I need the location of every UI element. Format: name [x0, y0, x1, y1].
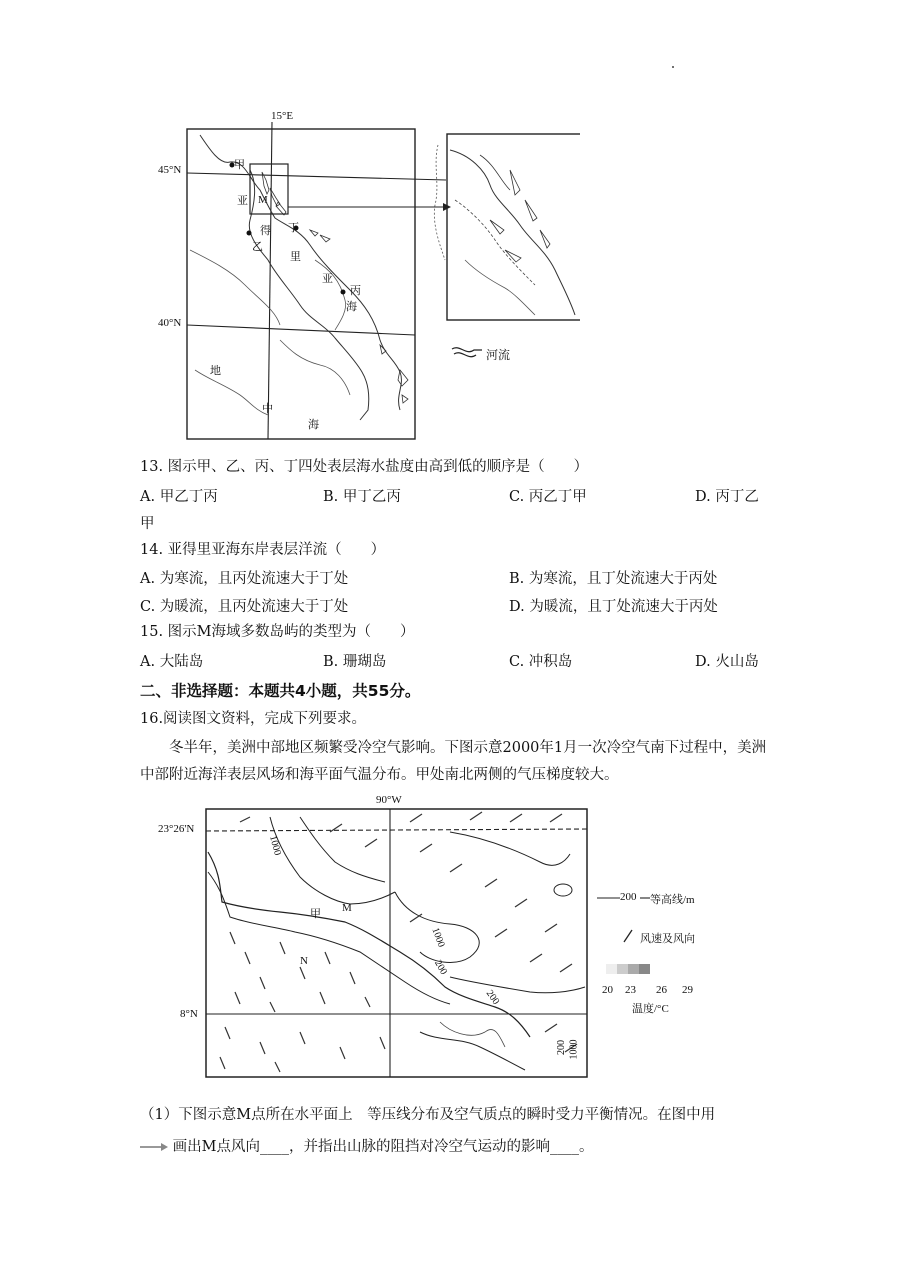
arrow-icon: [140, 1144, 168, 1150]
answer-blank-1[interactable]: ____: [259, 1139, 289, 1155]
label-di: 地: [210, 365, 221, 377]
legend-river-label: 河流: [486, 348, 511, 362]
q16-1-line1: （1）下图示意M点所在水平面上 等压线分布及空气质点的瞬时受力平衡情况。在图中用: [140, 1107, 716, 1123]
contour-1000-a: 1000: [267, 834, 283, 857]
lon-90w-label: 90°W: [376, 794, 402, 806]
q13-stem: 13. 图示甲、乙、丙、丁四处表层海水盐度由高到低的顺序是（ ）: [140, 459, 589, 475]
legend-temp-tick-26: 26: [656, 984, 667, 996]
lon-15e-label: 15°E: [271, 110, 294, 122]
adriatic-map-svg: [150, 110, 580, 445]
q14-option-a: A. 为寒流，且丙处流速大于丁处: [140, 571, 349, 587]
label-jia-2: 甲: [310, 908, 321, 920]
legend-temp-tick-29: 29: [682, 984, 693, 996]
q16-1-text-a: 画出M点风向: [172, 1139, 260, 1155]
label-hai: 海: [346, 301, 357, 313]
q16-stem: 16.阅读图文资料，完成下列要求。: [140, 711, 367, 727]
q16-1-text-c: 。: [578, 1139, 594, 1155]
q15-option-d: D. 火山岛: [695, 654, 759, 670]
label-m: M: [258, 194, 268, 206]
lat-8n-label: 8°N: [180, 1008, 198, 1020]
label-zhong: 中: [262, 403, 273, 415]
q13-option-d-wrap: 甲: [140, 516, 155, 532]
adriatic-map: [150, 110, 580, 445]
q13-option-c: C. 丙乙丁甲: [509, 489, 587, 505]
label-li: 里: [290, 251, 301, 263]
q15-stem: 15. 图示M海域多数岛屿的类型为（ ）: [140, 624, 415, 640]
q15-option-a: A. 大陆岛: [140, 654, 204, 670]
stray-dot: [672, 66, 674, 68]
q16-paragraph: 冬半年，美洲中部地区频繁受冷空气影响。下图示意2000年1月一次冷空气南下过程中，美洲中部附近海洋表层风场和海平面气温分布。甲处南北两侧的气压梯度较大。: [140, 740, 767, 783]
central-america-map: [150, 792, 720, 1092]
q14-option-b: B. 为寒流，且丁处流速大于丙处: [509, 571, 718, 587]
contour-200-c: 200: [556, 1040, 567, 1055]
q14-stem: 14. 亚得里亚海东岸表层洋流（ ）: [140, 542, 386, 558]
legend-temp-tick-20: 20: [602, 984, 613, 996]
legend-temp-tick-23: 23: [625, 984, 636, 996]
legend-contour-label: 等高线/m: [650, 894, 695, 906]
q13-option-d: D. 丙丁乙: [695, 489, 759, 505]
lat-40n-label: 40°N: [158, 317, 182, 329]
contour-1000-b: 1000: [429, 926, 447, 949]
label-ding: 丁: [288, 222, 299, 234]
q16-1-line2: [140, 1137, 593, 1157]
answer-blank-2[interactable]: ____: [549, 1139, 579, 1155]
q13-option-a: A. 甲乙丁丙: [140, 489, 218, 505]
lat-45n-label: 45°N: [158, 164, 182, 176]
q14-option-c: C. 为暖流，且丙处流速大于丁处: [140, 599, 349, 615]
contour-200-b: 200: [483, 988, 502, 1007]
contour-1000-c: 1000: [568, 1039, 580, 1060]
label-m-2: M: [342, 902, 352, 914]
label-bing: 丙: [350, 285, 361, 297]
label-ya: 亚: [237, 195, 248, 207]
label-hai2: 海: [308, 419, 319, 431]
q15-option-c: C. 冲积岛: [509, 654, 573, 670]
label-yi: 乙: [252, 241, 263, 253]
q13-option-b: B. 甲丁乙丙: [323, 489, 401, 505]
legend-contour-number: 200: [620, 891, 637, 903]
section-heading: 二、非选择题：本题共4小题，共55分。: [140, 682, 421, 700]
q14-option-d: D. 为暖流，且丁处流速大于丙处: [509, 599, 718, 615]
label-n: N: [300, 955, 308, 967]
legend-temp-label: 温度/°C: [632, 1003, 669, 1015]
q15-option-b: B. 珊瑚岛: [323, 654, 387, 670]
label-ya2: 亚: [322, 273, 333, 285]
label-de: 得: [260, 225, 271, 237]
q16-1-text-b: ，并指出山脉的阻挡对冷空气运动的影响: [288, 1139, 550, 1155]
contour-200-a: 200: [431, 958, 450, 977]
label-jia: 甲: [234, 159, 245, 171]
lat-tropic-label: 23°26'N: [158, 823, 195, 835]
legend-wind-label: 风速及风向: [640, 933, 695, 945]
